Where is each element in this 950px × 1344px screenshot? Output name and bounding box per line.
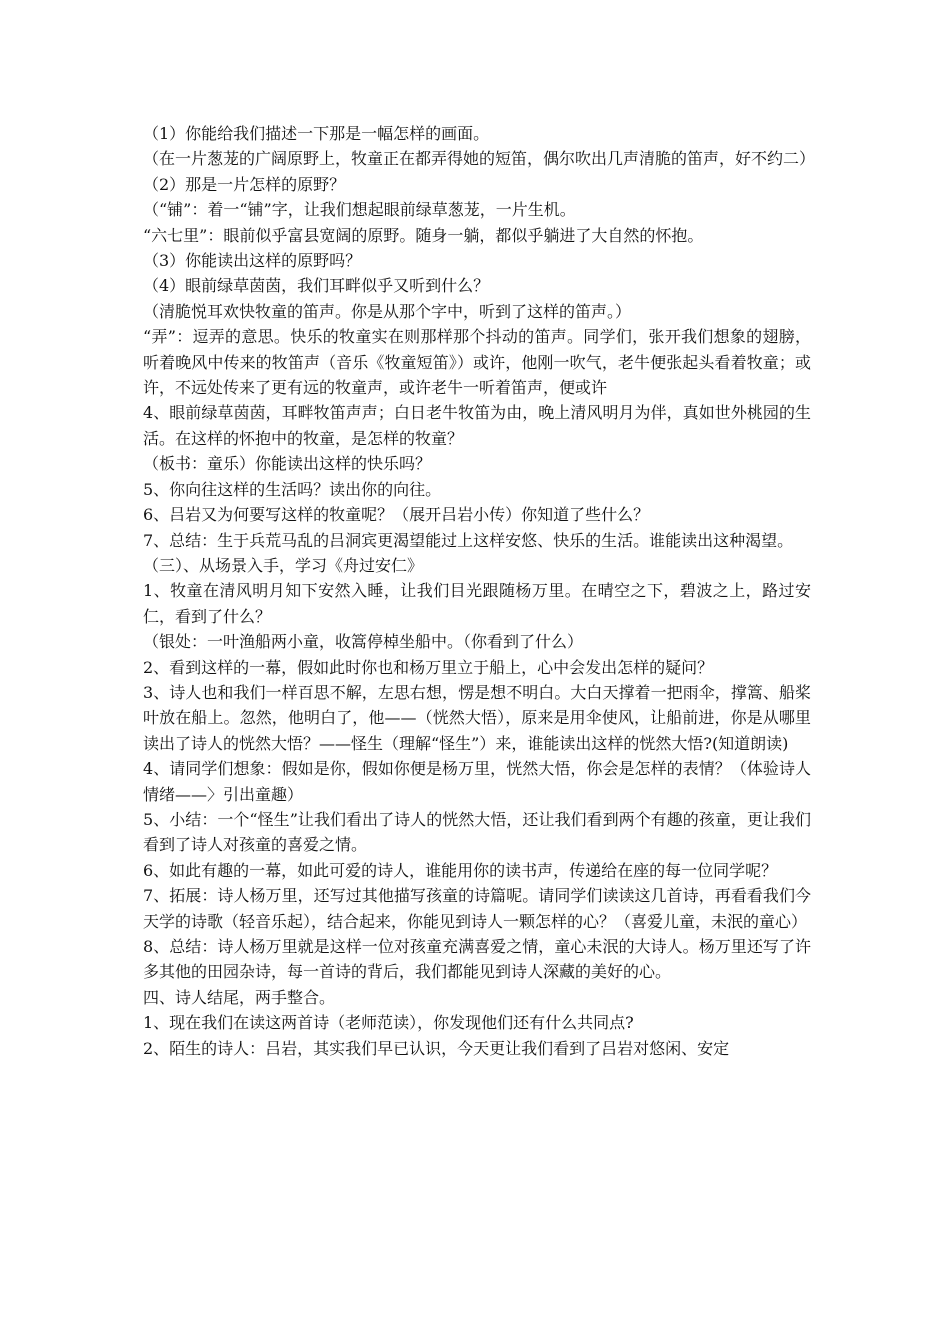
paragraph-board-note-joy: （板书：童乐）你能读出这样的快乐吗？ [143,454,432,474]
paragraph-item-6-read-aloud: 6、如此有趣的一幕，如此可爱的诗人，谁能用你的读书声，传递给在座的每一位同学呢？ [143,860,778,880]
paragraph-item-1-common-points: 1、现在我们在读这两首诗（老师范读），你发现他们还有什么共同点? [143,1013,634,1033]
section-heading-three: （三）、从场景入手，学习《舟过安仁》 [143,555,424,575]
paragraph-read-wilderness: （3）你能读出这样的原野吗？ [143,251,362,271]
paragraph-item-5-yearning: 5、你向往这样的生活吗？读出你的向往。 [143,479,442,499]
paragraph-item-4-shepherd-life: 4、眼前绿草茵茵，耳畔牧笛声声；白日老牛牧笛为由，晚上清风明月为伴，真如世外桃园的生活。在这样的怀抱中的牧童，是怎样的牧童？ [143,403,811,448]
paragraph-item-7-summary: 7、总结：生于兵荒马乱的吕洞宾更渴望能过上这样安悠、快乐的生活。谁能读出这种渴望。 [143,530,794,550]
section-heading-four: 四、诗人结尾，两手整合。 [143,987,336,1007]
paragraph-nong-explanation: “弄”：逗弄的意思。快乐的牧童实在则那样那个抖动的笛声。同学们，张开我们想象的翅膀，听着晚风中传来的牧笛声（音乐《牧童短笛》）或许，他刚一吹气，老牛便张起头看着牧童；或许，不远处传来了更有远的牧童声，或许老牛一听着笛声，便或许 [143,327,811,398]
paragraph-item-3-realization: 3、诗人也和我们一样百思不解，左思右想，愣是想不明白。大白天撑着一把雨伞，撑篙、船桨叶放在船上。忽然，他明白了，他——（恍然大悟），原来是用伞使风，让船前进，你是从哪里读出了诗人的恍然大悟？——怪生（理解“怪生”）来，谁能读出这样的恍然大悟?(知道朗读) [143,682,811,753]
paragraph-pu-explanation: （“铺”：着一“铺”字，让我们想起眼前绿草葱茏，一片生机。 [143,200,576,220]
paragraph-item-5-summary: 5、小结：一个“怪生”让我们看出了诗人的恍然大悟，还让我们看到两个有趣的孩童，更让我们看到了诗人对孩童的喜爱之情。 [143,809,811,855]
paragraph-flute-answer: （清脆悦耳欢快牧童的笛声。你是从那个字中，听到了这样的笛声。） [143,301,632,321]
paragraph-liuqili-explanation: “六七里”：眼前似乎富县宽阔的原野。随身一躺，都似乎躺进了大自然的怀抱。 [143,225,704,245]
paragraph-item-2-poet-lvyan: 2、陌生的诗人：吕岩，其实我们早已认识，今天更让我们看到了吕岩对悠闲、安定 [143,1038,730,1058]
paragraph-item-2-question: 2、看到这样的一幕，假如此时你也和杨万里立于船上，心中会发出怎样的疑问？ [143,657,714,677]
paragraph-item-4-imagine: 4、请同学们想象：假如是你，假如你便是杨万里，恍然大悟，你会是怎样的表情？（体验诗人情绪——〉引出童趣） [143,759,811,804]
paragraph-picture-answer: （在一片葱茏的广阔原野上，牧童正在都弄得她的短笛，偶尔吹出几声清脆的笛声，好不约二） [143,149,816,169]
paragraph-question-wilderness: （2）那是一片怎样的原野？ [143,174,346,194]
paragraph-item-7-extension: 7、拓展：诗人杨万里，还写过其他描写孩童的诗篇呢。请同学们读读这几首诗，再看看我们今天学的诗歌（轻音乐起），结合起来，你能见到诗人一颗怎样的心？（喜爱儿童，未泯的童心） [143,886,811,931]
paragraph-item-1-anren: 1、牧童在清风明月知下安然入睡，让我们目光跟随杨万里。在晴空之下，碧波之上，路过安仁，看到了什么？ [143,581,811,626]
paragraph-item-6-lvyan: 6、吕岩又为何要写这样的牧童呢？（展开吕岩小传）你知道了些什么？ [143,505,650,525]
paragraph-fishing-boat: （银处：一叶渔船两小童，收篙停棹坐船中。（你看到了什么） [143,632,584,652]
paragraph-describe-picture: （1）你能给我们描述一下那是一幅怎样的画面。 [143,124,490,143]
paragraph-item-8-conclusion: 8、总结：诗人杨万里就是这样一位对孩童充满喜爱之情，童心未泯的大诗人。杨万里还写了许多其他的田园杂诗，每一首诗的背后，我们都能见到诗人深藏的美好的心。 [143,937,811,982]
document-page [143,121,816,1061]
paragraph-question-hear: （4）眼前绿草茵茵，我们耳畔似乎又听到什么？ [143,276,490,296]
